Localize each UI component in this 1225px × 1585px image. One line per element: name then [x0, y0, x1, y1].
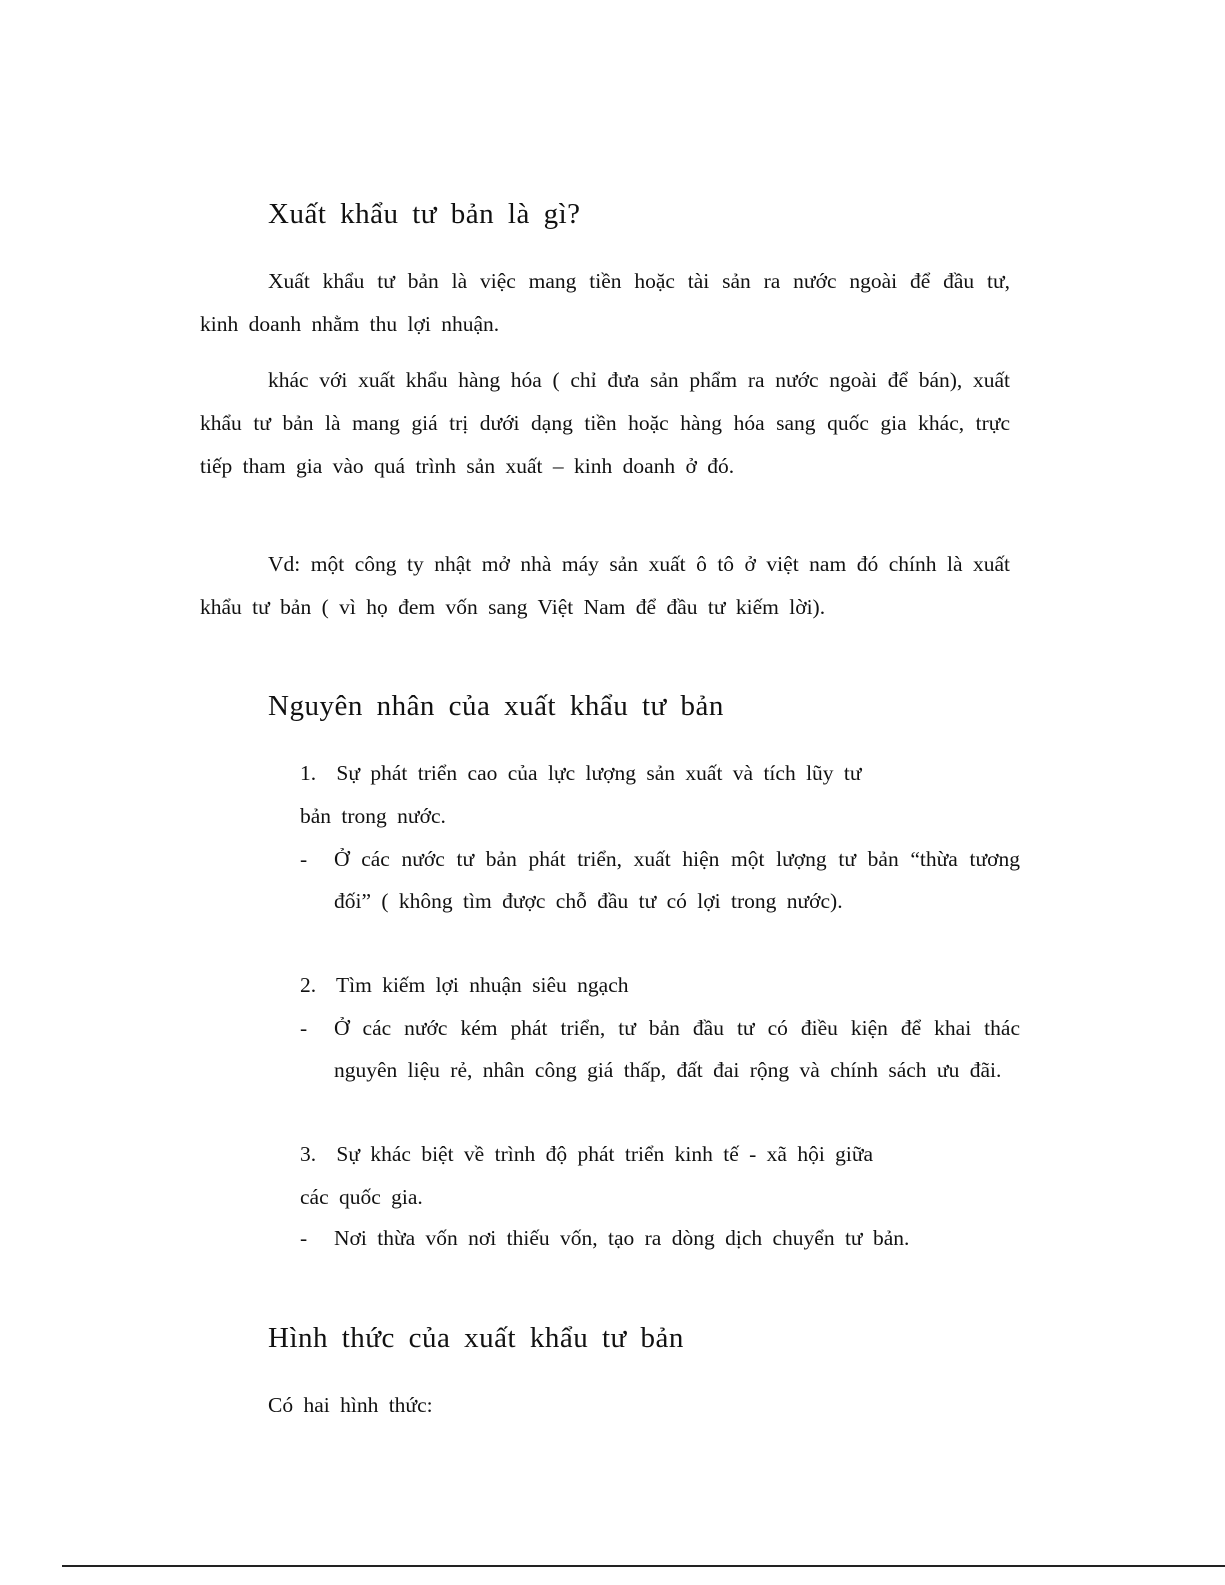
- bullet-text: Ở các nước kém phát triển, tư bản đầu tư có điều kiện để khai thác nguyên liệu rẻ, nhân công giá thấp, đất đai rộng và chính sách ưu đãi.: [334, 1016, 1020, 1082]
- paragraph-forms-intro: Có hai hình thức:: [268, 1393, 433, 1417]
- paragraph-comparison: khác với xuất khẩu hàng hóa ( chỉ đưa sản phẩm ra nước ngoài để bán), xuất khẩu tư bản là mang giá trị dưới dạng tiền hoặc hàng hóa sang quốc gia khác, trực tiếp tham gia vào quá trình sản xuất – kinh doanh ở đó.: [200, 368, 1010, 478]
- list-item-title: Tìm kiếm lợi nhuận siêu ngạch: [336, 973, 629, 997]
- bullet-cause-1-detail: [300, 838, 1020, 922]
- page-bottom-rule: [62, 1565, 1225, 1567]
- list-item-title: Sự khác biệt về trình độ phát triển kinh tế - xã hội giữa các quốc gia.: [300, 1142, 874, 1209]
- list-item-cause-1: [300, 752, 900, 838]
- list-number: 2.: [300, 973, 317, 997]
- paragraph-example: Vd: một công ty nhật mở nhà máy sản xuất ô tô ở việt nam đó chính là xuất khẩu tư bản ( vì họ đem vốn sang Việt Nam để đầu tư kiếm lời).: [200, 552, 1010, 619]
- list-item-title: Sự phát triển cao của lực lượng sản xuất và tích lũy tư bản trong nước.: [300, 761, 862, 828]
- bullet-text: Ở các nước tư bản phát triển, xuất hiện một lượng tư bản “thừa tương đối” ( không tìm được chỗ đầu tư có lợi trong nước).: [334, 847, 1020, 913]
- bullet-dash: -: [300, 1226, 308, 1250]
- list-item-cause-2: [300, 964, 900, 1007]
- bullet-cause-2-detail: [300, 1007, 1020, 1091]
- list-item-cause-3: [300, 1133, 900, 1219]
- bullet-dash: -: [300, 847, 308, 871]
- heading-what-is-capital-export: Xuất khẩu tư bản là gì?: [268, 198, 581, 230]
- list-number: 1.: [300, 761, 317, 785]
- bullet-dash: -: [300, 1016, 308, 1040]
- bullet-cause-3-detail: [300, 1217, 1020, 1259]
- list-number: 3.: [300, 1142, 317, 1166]
- paragraph-definition: Xuất khẩu tư bản là việc mang tiền hoặc tài sản ra nước ngoài để đầu tư, kinh doanh nhằm thu lợi nhuận.: [200, 269, 1010, 336]
- heading-causes: Nguyên nhân của xuất khẩu tư bản: [268, 690, 724, 722]
- heading-forms: Hình thức của xuất khẩu tư bản: [268, 1322, 684, 1354]
- bullet-text: Nơi thừa vốn nơi thiếu vốn, tạo ra dòng dịch chuyển tư bản.: [334, 1226, 910, 1250]
